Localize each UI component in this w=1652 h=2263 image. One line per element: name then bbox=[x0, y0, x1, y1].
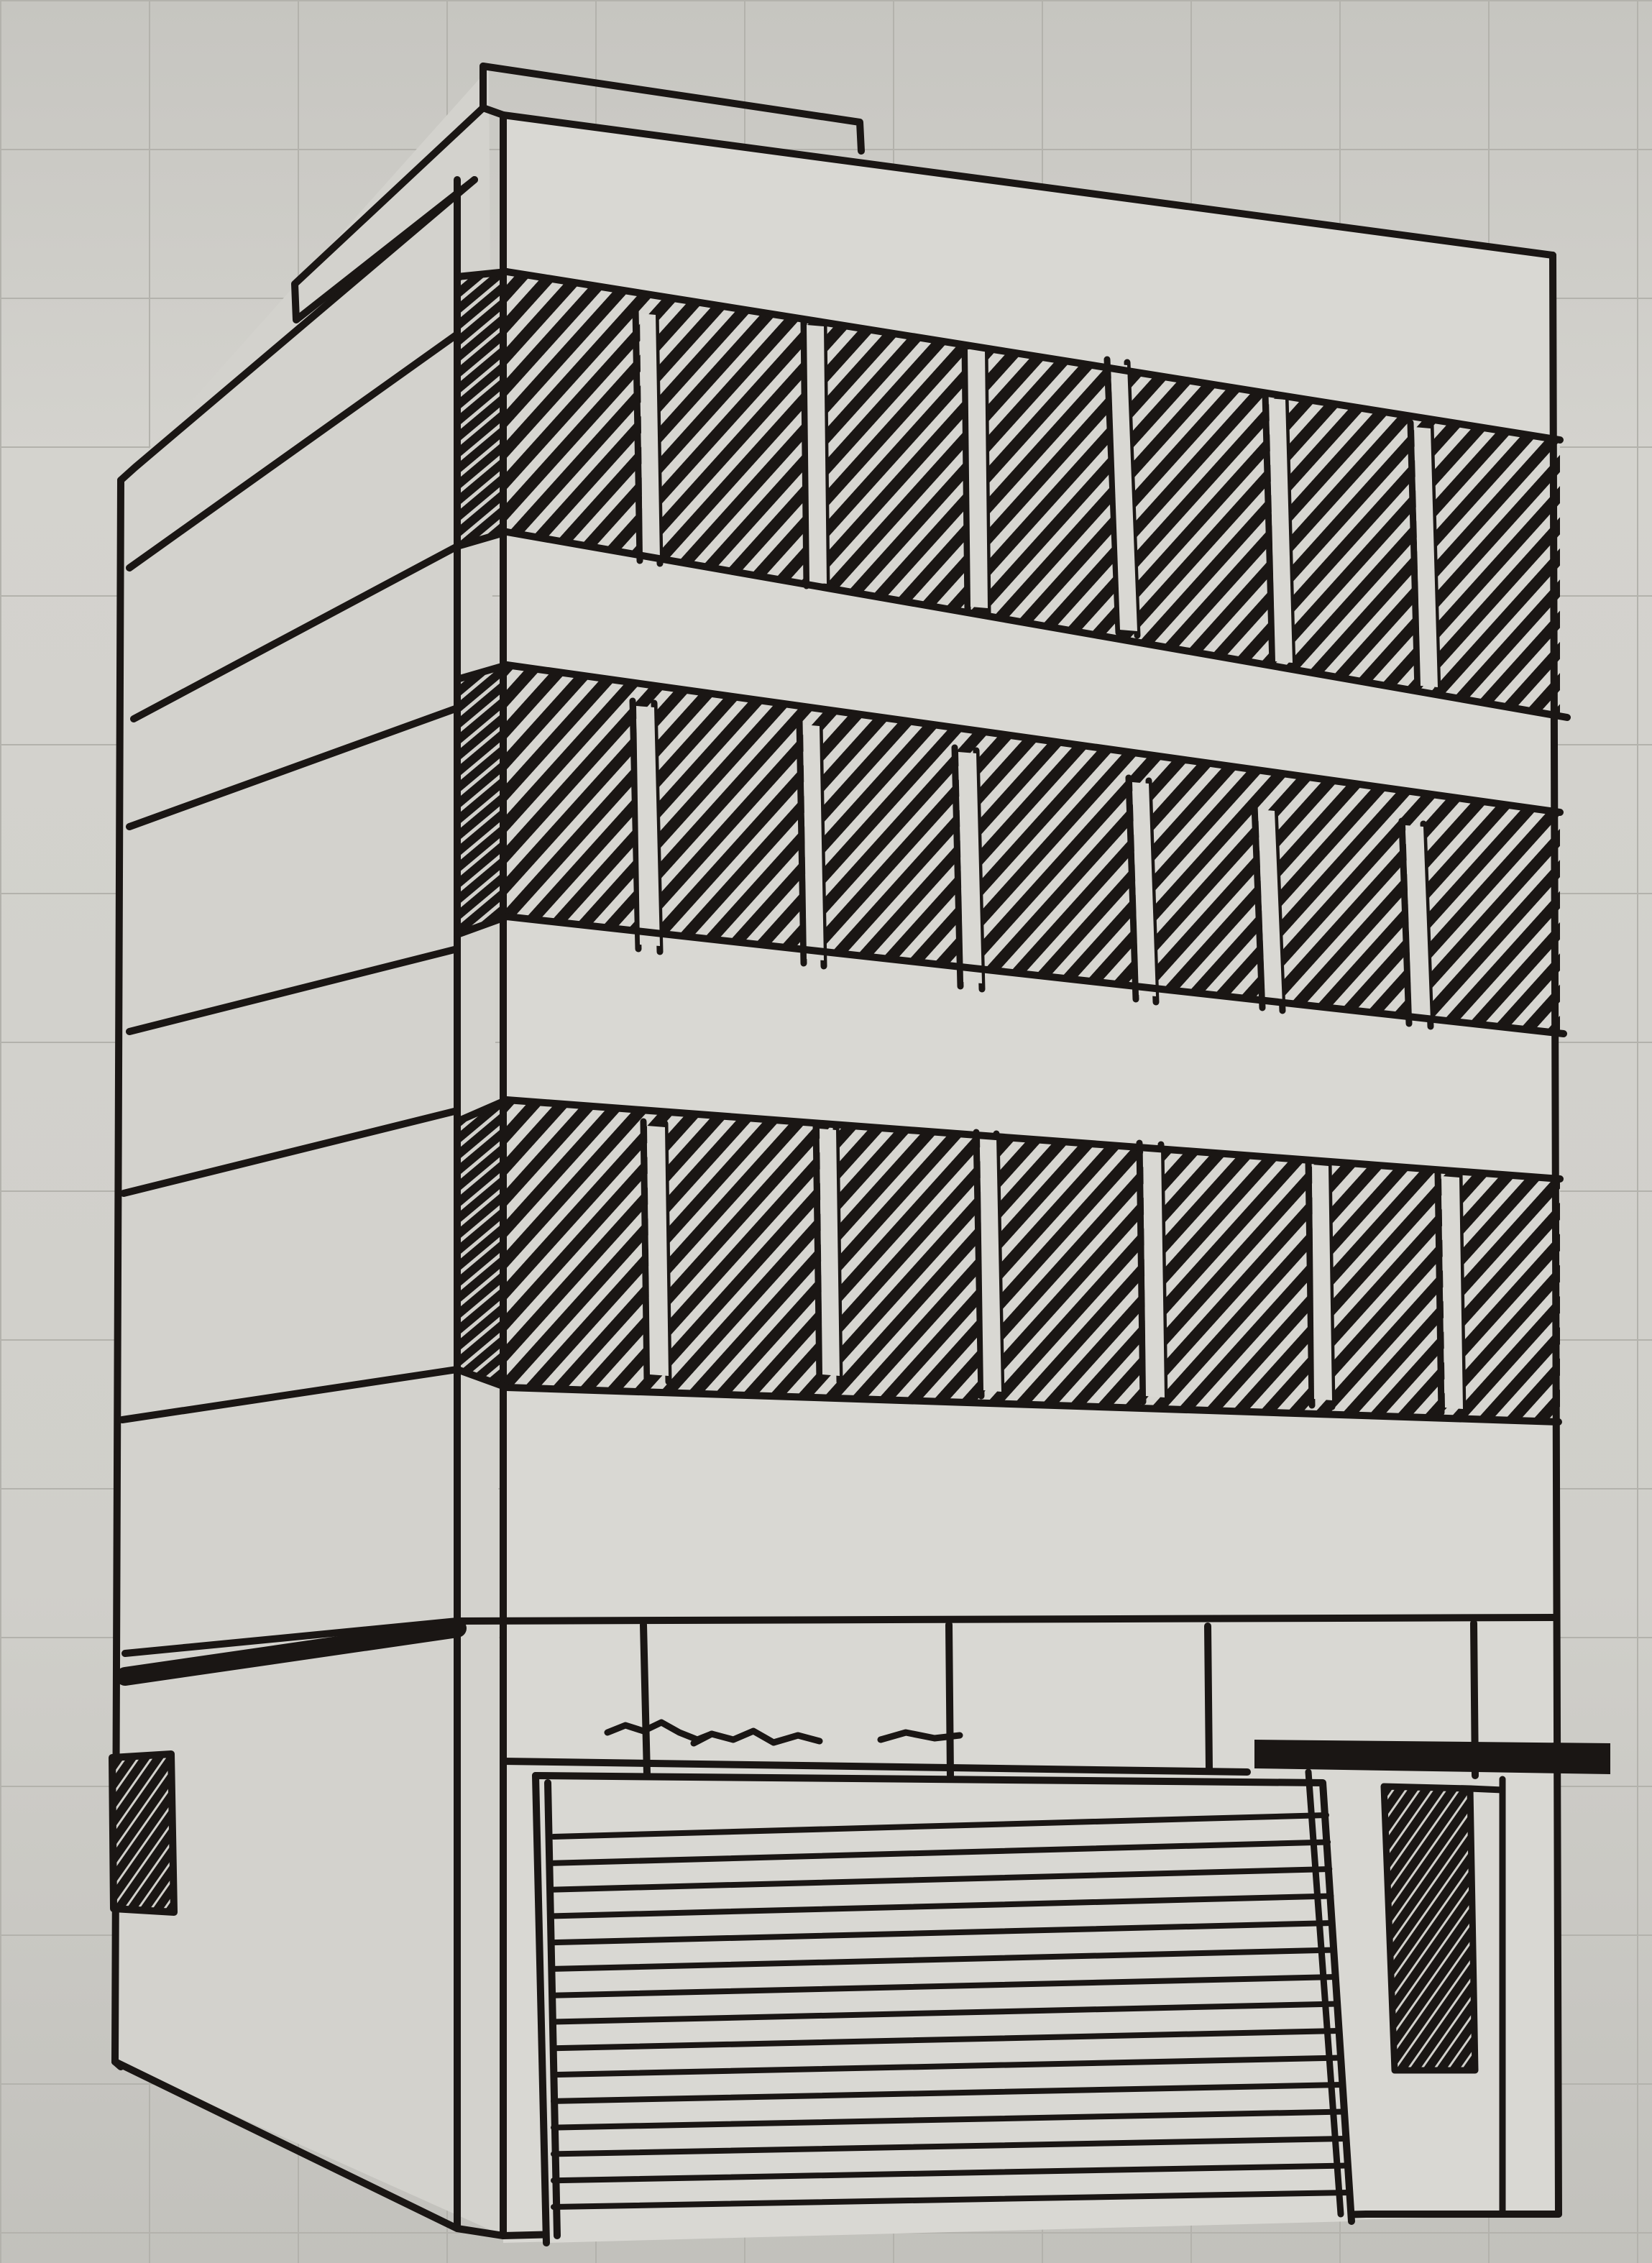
hatched-side-band bbox=[457, 272, 507, 1387]
side-window bbox=[112, 1754, 174, 1912]
garage-door bbox=[536, 1776, 1352, 2243]
